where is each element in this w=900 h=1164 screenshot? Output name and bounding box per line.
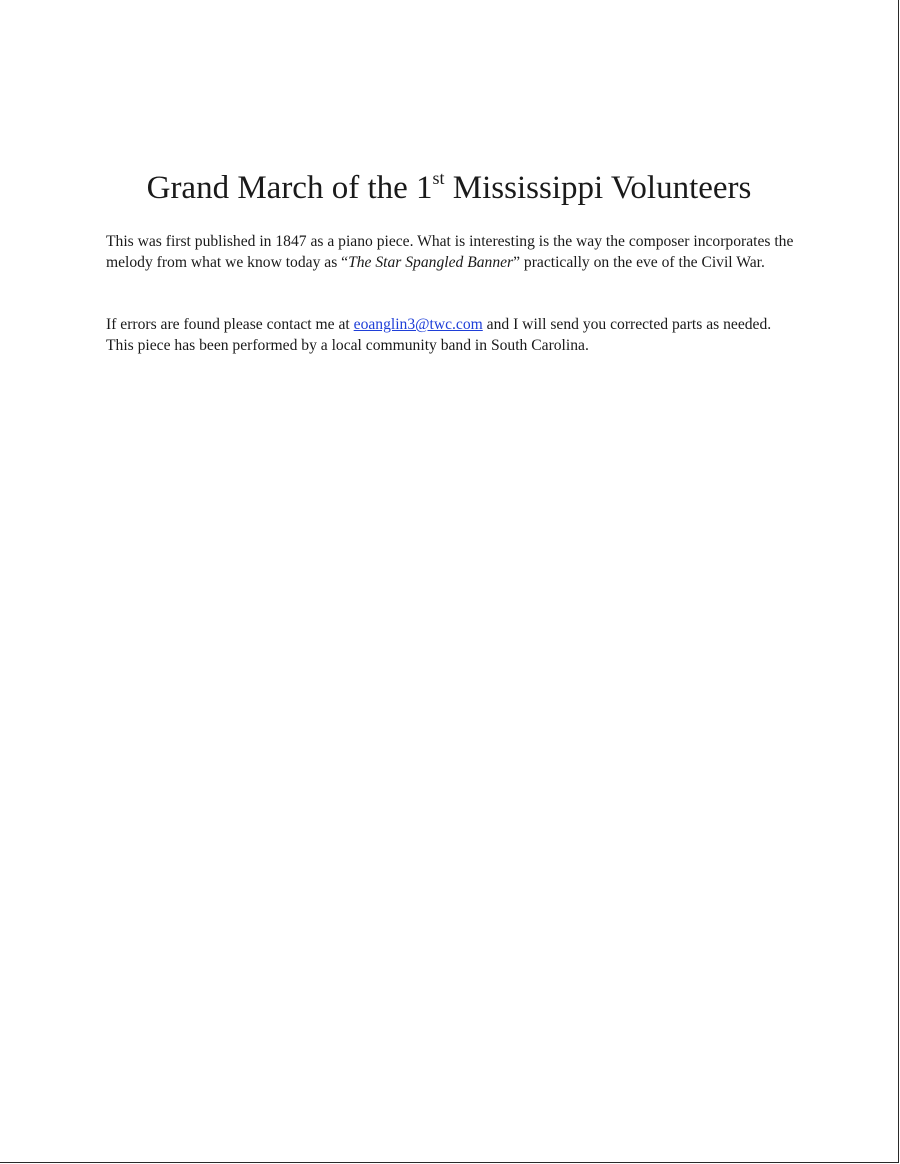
title-superscript: st xyxy=(432,168,445,188)
intro-text-end: ” practically on the eve of the Civil War. xyxy=(513,253,765,271)
song-title-italic: The Star Spangled Banner xyxy=(348,253,514,271)
page-title xyxy=(0,166,898,210)
title-text-end: Mississippi Volunteers xyxy=(444,170,752,206)
title-text-start: Grand March of the 1 xyxy=(146,170,433,206)
intro-text-start: This was first published in 1847 as a piano piece. What is interesting is the way the composer incorporates the melody from what we know today as “ xyxy=(106,233,794,271)
contact-paragraph xyxy=(106,315,796,356)
contact-text-start: If errors are found please contact me at xyxy=(106,316,354,333)
email-link[interactable]: eoanglin3@twc.com xyxy=(353,316,483,333)
intro-paragraph xyxy=(106,232,796,273)
contact-text-end: and I will send you corrected parts as needed. This piece has been performed by a local community band in South Carolina. xyxy=(106,316,772,354)
